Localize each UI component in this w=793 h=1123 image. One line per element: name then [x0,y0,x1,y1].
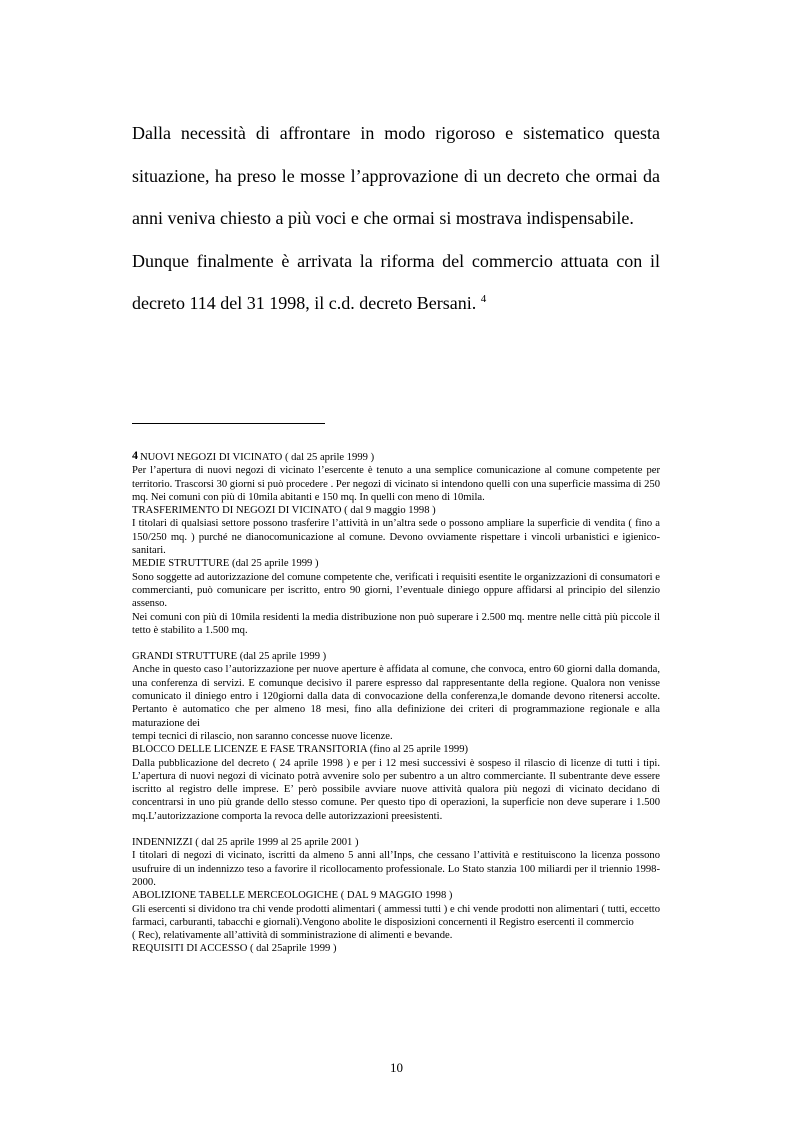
footnote-line: Nei comuni con più di 10mila residenti la media distribuzione non può superare i 2.500 mq. mentre nelle città più piccole il tetto è stabilito a 1.500 mq. [132,611,660,636]
footnote-line: MEDIE STRUTTURE (dal 25 aprile 1999 ) [132,558,319,570]
page-number: 10 [390,1060,403,1075]
footnote-line: ( Rec), relativamente all’attività di somministrazione di alimenti e bevande. [132,930,453,942]
footnote-line: I titolari di qualsiasi settore possono trasferire l’attività in un’altra sede o possono ampliare la superficie di vendita ( fino a 150/250 mq. ) purché ne dianocomunicazione al comune. Devono ovviamente rispettare i vincoli urbanistici e igienico-sanitari. [132,518,660,557]
footnote-line: BLOCCO DELLE LICENZE E FASE TRANSITORIA (fino al 25 aprile 1999) [132,744,469,756]
footnote-line: INDENNIZZI ( dal 25 aprile 1999 al 25 aprile 2001 ) [132,837,359,849]
body-paragraph-1: Dalla necessità di affrontare in modo rigoroso e sistematico questa situazione, ha preso le mosse l’approvazione di un decreto che ormai da anni veniva chiesto a più voci e che ormai si mostrava indispensabile. [132,123,660,228]
footnote-line: Per l’apertura di nuovi negozi di vicinato l’esercente è tenuto a una semplice comunicazione al comune competente per territorio. Trascorsi 30 giorni si può procedere . Per negozi di vicinato si intendono quelli con una superficie massima di 250 mq. Nei comuni con più di 10mila abitanti e 150 mq. In quelli con meno di 10mila. [132,465,660,503]
body-text [132,112,660,325]
footnote-line: Anche in questo caso l’autorizzazione per nuove aperture è affidata al comune, che convoca, entro 60 giorni dalla domanda, una conferenza di servizi. E comunque decisivo il parere espresso dal rappresentante della regione. Qualora non venisse comunicato il diniego entro i 120giorni dalla data di convocazione della conferenza,le domande devono ritenersi accolte. Pertanto è automatico che per almeno 18 mesi, fino alla definizione dei criteri di programmazione regionale e alla maturazione dei [132,664,660,729]
footnote-heading-nuovi-negozi: NUOVI NEGOZI DI VICINATO ( dal 25 aprile 1999 ) [140,452,375,463]
footnote-line: Sono soggette ad autorizzazione del comune competente che, verificati i requisiti esentite le organizzazioni di consumatori e commercianti, può comunicare per iscritto, entro 90 giorni, l’eventuale diniego oppure affidarsi al principio del silenzio assenso. [132,571,660,610]
body-paragraph-2-text: Dunque finalmente è arrivata la riforma del commercio attuata con il decreto 114 del 31 1998, il c.d. decreto Bersani. [132,250,660,313]
footnote-number: 4 [132,448,138,462]
footnote-reference: 4 [480,293,487,305]
footnote-line [132,449,660,464]
footnote-line: REQUISITI DI ACCESSO ( dal 25aprile 1999 ) [132,943,337,955]
footnote-separator [132,423,325,424]
body-paragraph-2 [132,240,660,325]
footnote [132,449,660,956]
footnote-line: TRASFERIMENTO DI NEGOZI DI VICINATO ( dal 9 maggio 1998 ) [132,505,436,517]
footnote-line: I titolari di negozi di vicinato, iscritti da almeno 5 anni all’Inps, che cessano l’attività e restituiscono la licenza possono usufruire di un indennizzo teso a favorire il ricollocamento professionale. Lo Stato stanzia 100 miliardi per il triennio 1998-2000. [132,850,660,888]
footnote-line: Dalla pubblicazione del decreto ( 24 aprile 1998 ) e per i 12 mesi successivi è sospeso il rilascio di licenze di tutti i tipi. L’apertura di nuovi negozi di vicinato potrà avvenire solo per subentro a un altro commerciante. Il subentrante deve essere iscritto al registro delle imprese. E’ però possibile avviare nuove attività qualora più negozi di vicinato decidano di concentrarsi in uno più grande dello stesso comune. Per questo tipo di operazioni, la superficie non deve superare i 1.500 mq.L’autorizzazione comporta la revoca delle autorizzazioni preesistenti. [132,757,660,822]
footnote-line: GRANDI STRUTTURE (dal 25 aprile 1999 ) [132,651,327,663]
footnote-line: tempi tecnici di rilascio, non saranno concesse nuove licenze. [132,730,393,742]
footnote-line: ABOLIZIONE TABELLE MERCEOLOGICHE ( DAL 9 MAGGIO 1998 ) [132,890,453,902]
footnote-line: Gli esercenti si dividono tra chi vende prodotti alimentari ( ammessi tutti ) e chi vende prodotti non alimentari ( tutti, eccetto farmaci, carburanti, tabacchi e giornali).Vengono abolite le disposizioni concernenti il Registro esercenti il commercio [132,903,660,928]
